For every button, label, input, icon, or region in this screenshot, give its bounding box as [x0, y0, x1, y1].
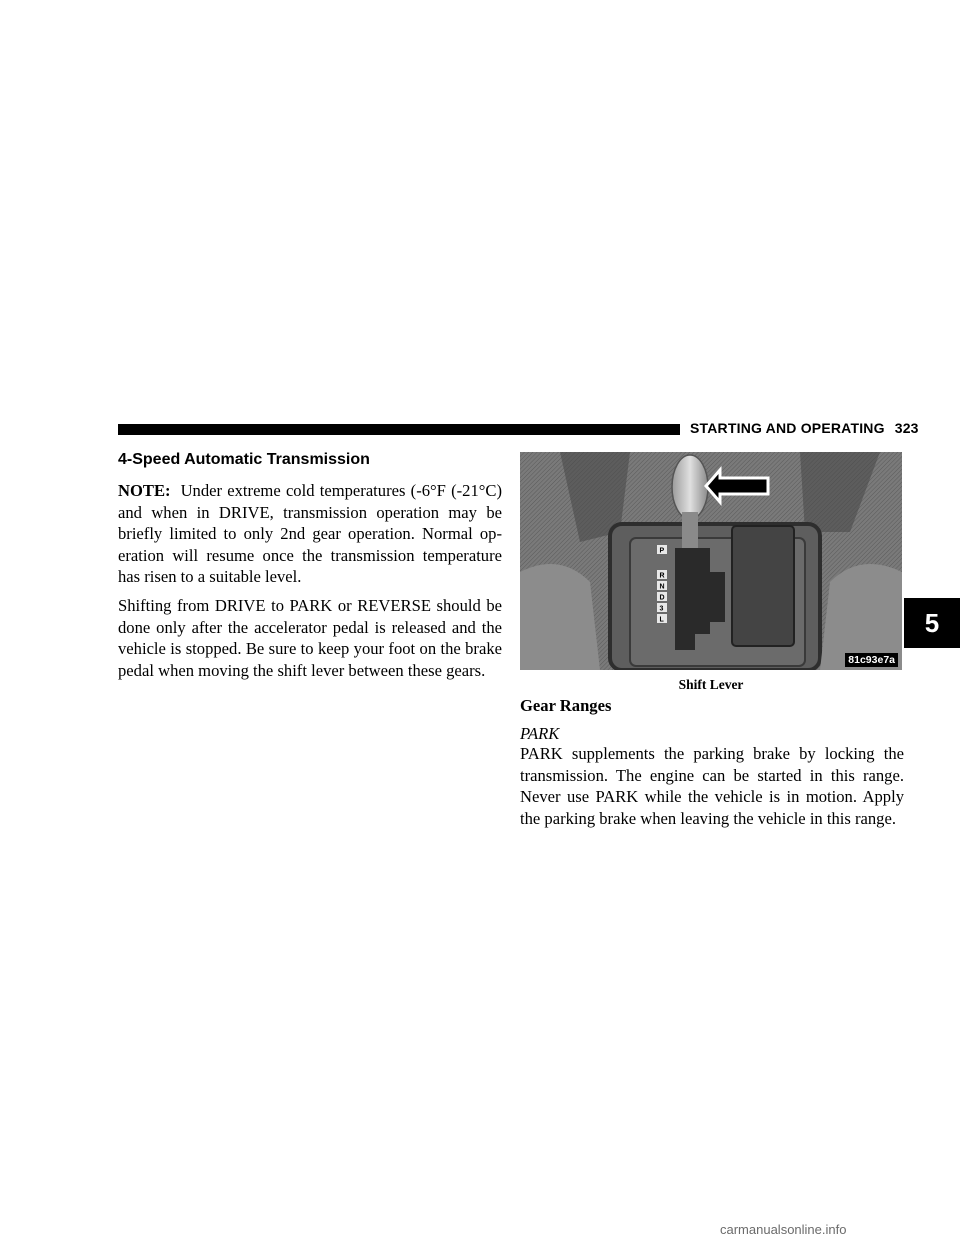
page-number: 323: [894, 420, 919, 436]
chapter-tab: 5: [904, 598, 960, 648]
header-section: STARTING AND OPERATING: [690, 420, 885, 436]
section-heading: 4-Speed Automatic Transmission: [118, 451, 370, 468]
gear-letter-r: R: [659, 572, 665, 580]
gear-letter-d: D: [659, 594, 665, 602]
watermark: carmanualsonline.info: [720, 1222, 847, 1237]
gear-letter-3: 3: [659, 605, 664, 613]
left-column: [118, 480, 502, 688]
note-text: Under extreme cold temperatures (-6°F (-21°C) and when in DRIVE, transmission operation may be briefly limited to only 2nd gear operation. Normal op- eration will resume once the transmission temperature has risen to a suitable level.: [118, 481, 502, 587]
figure-code: 81c93e7a: [845, 653, 898, 667]
gear-letter-n: N: [659, 583, 665, 591]
park-title: PARK: [520, 724, 560, 743]
note-paragraph: [118, 480, 502, 588]
shift-lever-illustration: [520, 452, 902, 670]
header-rule: [118, 424, 680, 435]
note-label: NOTE:: [118, 481, 171, 500]
figure-caption: Shift Lever: [678, 677, 744, 692]
shift-lever-figure: [520, 452, 902, 670]
gear-letter-p: P: [659, 547, 665, 555]
shifting-paragraph: Shifting from DRIVE to PARK or REVERSE should be done only after the accelerator pedal is released and the vehicle is stopped. Be sure to keep your foot on the brake pedal when moving the shift lever between these gears.: [118, 595, 502, 680]
gear-letter-l: L: [659, 616, 664, 624]
park-paragraph: PARK supplements the parking brake by locking the transmission. The engine can be started in this range. Never use PARK while the vehicle is in motion. Apply the parking brake when leaving the vehicle in this range.: [520, 744, 904, 828]
gear-ranges-heading: Gear Ranges: [520, 696, 612, 715]
running-header: [690, 420, 919, 436]
